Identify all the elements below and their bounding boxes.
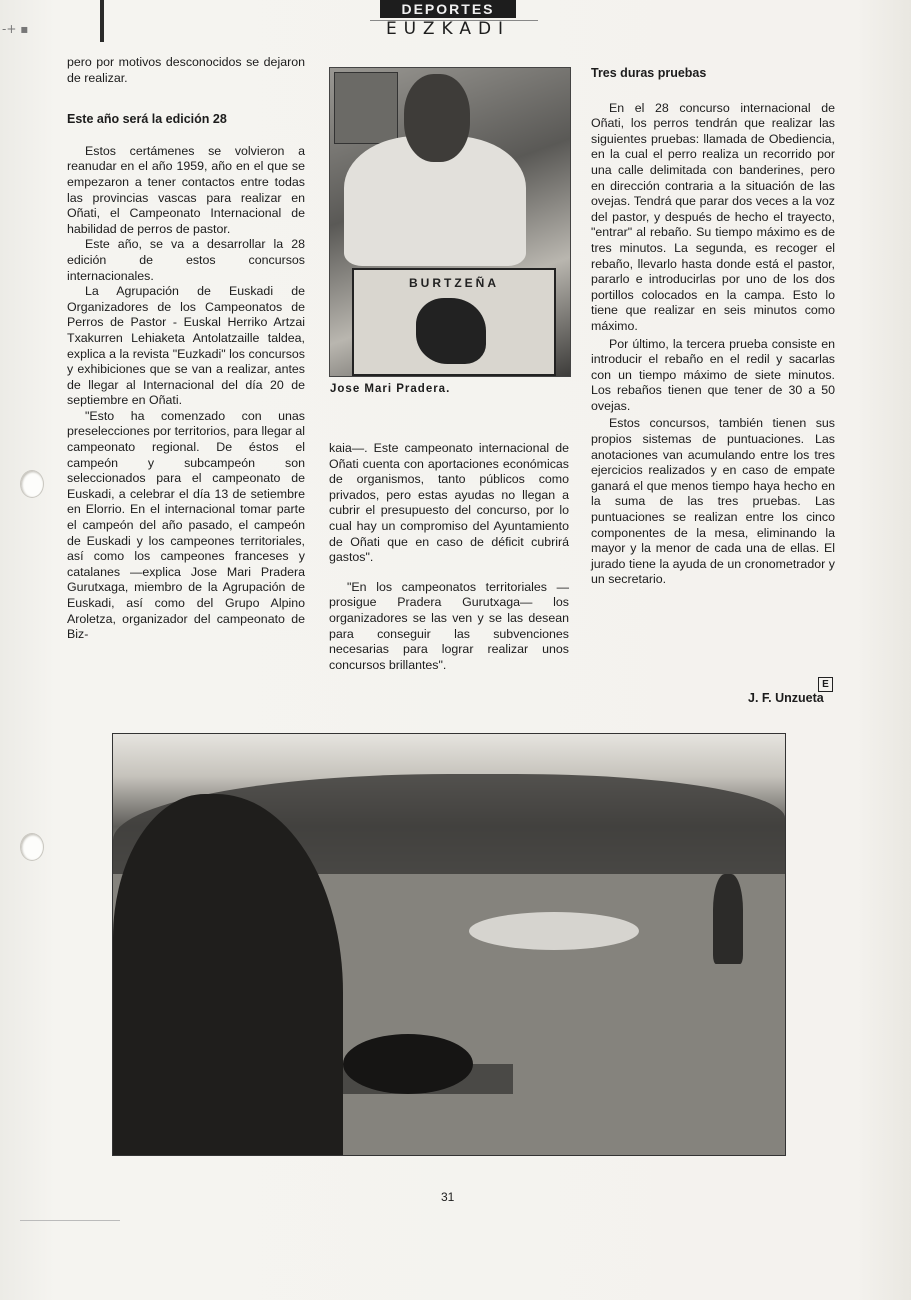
paragraph: Estos certámenes se volvieron a reanudar en el año 1959, año en el que se empezaron a tener contactos entre todas las provincias vascas para realizar en Oñati, el Campeonato Internacional de habilidad de perros de pastor. bbox=[67, 143, 305, 236]
end-mark: E bbox=[818, 677, 833, 692]
page-number: 31 bbox=[441, 1190, 455, 1204]
paragraph: kaia—. Este campeonato internacional de Oñati cuenta con aportaciones económicas de organismos, tanto públicos como privados, pero estas ayudas no llegan a cubrir el presupuesto del concurso, por lo cual hay un compromiso del Ayuntamiento de Oñati que en caso de déficit cubrirá gastos". bbox=[329, 441, 569, 565]
poster-title: BURTZEÑA bbox=[409, 276, 499, 290]
poster bbox=[352, 268, 556, 376]
subheading-pruebas: Tres duras pruebas bbox=[591, 66, 707, 80]
paragraph: "En los campeonatos territoriales —prosigue Pradera Gurutxaga— los organizadores se las ven y se las desean para conseguir las subvenciones necesarias para lograr realizar unos concursos brillantes". bbox=[329, 579, 569, 672]
footer-rule bbox=[20, 1220, 120, 1221]
subheading-edicion: Este año será la edición 28 bbox=[67, 112, 227, 127]
section-tag: DEPORTES bbox=[380, 0, 516, 18]
shelf-shape bbox=[334, 72, 398, 144]
paragraph: Estos concursos, también tienen sus propios sistemas de puntuaciones. Las anotaciones van acumulando entre los tres ejercicios realizados y en caso de empate ganará el que menos tiempo haya hecho en la suma de las tres pruebas. Las puntuaciones se realizan entre los cinco componentes de la mesa, eliminando la mayor y la menor de cada una de ellas. El jurado tiene la ayuda de un cronometrador y un secretario. bbox=[591, 416, 835, 587]
field-photo bbox=[112, 733, 786, 1156]
poster-illustration bbox=[416, 298, 486, 364]
sheep-flock bbox=[469, 912, 639, 950]
paragraph: "Esto ha comenzado con unas preselecciones por territorios, para llegar al campeonato regional. De éstos el campeón y subcampeón son seleccionados para el campeonato de Euskadi, a celebrar el día 13 de setiembre en Elorrio. En el internacional tomar parte el campeón del año pasado, el campeón de Euskadi y los campeones territoriales, así como los campeones franceses y catalanes —explica Jose Mari Pradera Gurutxaga, miembro de la Agrupación de Euskadi, así como del Grupo Alpino Aroletza, organizador del campeonato de Biz- bbox=[67, 408, 305, 642]
column-1 bbox=[67, 55, 305, 643]
punch-hole-lower bbox=[20, 833, 44, 861]
column-3 bbox=[591, 66, 835, 588]
corner-mark: -+ ▪ bbox=[2, 22, 29, 36]
binding-mark bbox=[100, 0, 104, 42]
paragraph: En el 28 concurso internacional de Oñati, los perros tendrán que realizar las siguientes pruebas: llamada de Obediencia, en la cual el perro realiza un recorrido por una calle delimitada con banderines, pero en dirección contraria a la situación de las ovejas. Tendrá que parar dos veces a la voz del pastor, y después de hecho el trayecto, "entrar" al rebaño. Su tiempo máximo es de tres minutos. La segunda, es recoger el rebaño, llevarlo hasta donde está el pastor, pararlo e introducirlas por uno de los dos portillos colocados en la campa. Esto lo tiene que realizar en seis minutos como máximo. bbox=[591, 100, 835, 333]
magazine-title: EUZKADI bbox=[385, 19, 511, 39]
column-2 bbox=[329, 441, 569, 673]
paragraph: Por último, la tercera prueba consiste en introducir el rebaño en el redil y sacarlas con un tiempo máximo de siete minutos. Los rebaños tienen que tener de 30 a 50 ovejas. bbox=[591, 336, 835, 413]
head-shape bbox=[404, 74, 470, 162]
punch-hole-upper bbox=[20, 470, 44, 498]
paragraph: La Agrupación de Euskadi de Organizadores de los Campeonatos de Perros de Pastor - Euskal Herriko Artzai Txakurren Lehiaketa Antolatzaille taldea, explica a la revista "Euzkadi" los concursos y exhibiciones que se van a realizar, antes de llegar al Internacional del día 20 de septiembre en Oñati. bbox=[67, 284, 305, 408]
photo-caption: Jose Mari Pradera. bbox=[330, 383, 451, 395]
intro-tail: pero por motivos desconocidos se dejaron de realizar. bbox=[67, 55, 305, 85]
paragraph: Este año, se va a desarrollar la 28 edición de estos concursos internacionales. bbox=[67, 237, 305, 283]
shepherd-figure bbox=[713, 874, 743, 964]
dog-shape bbox=[343, 1034, 473, 1094]
portrait-photo bbox=[329, 67, 571, 377]
author-signature: J. F. Unzueta bbox=[748, 691, 824, 705]
